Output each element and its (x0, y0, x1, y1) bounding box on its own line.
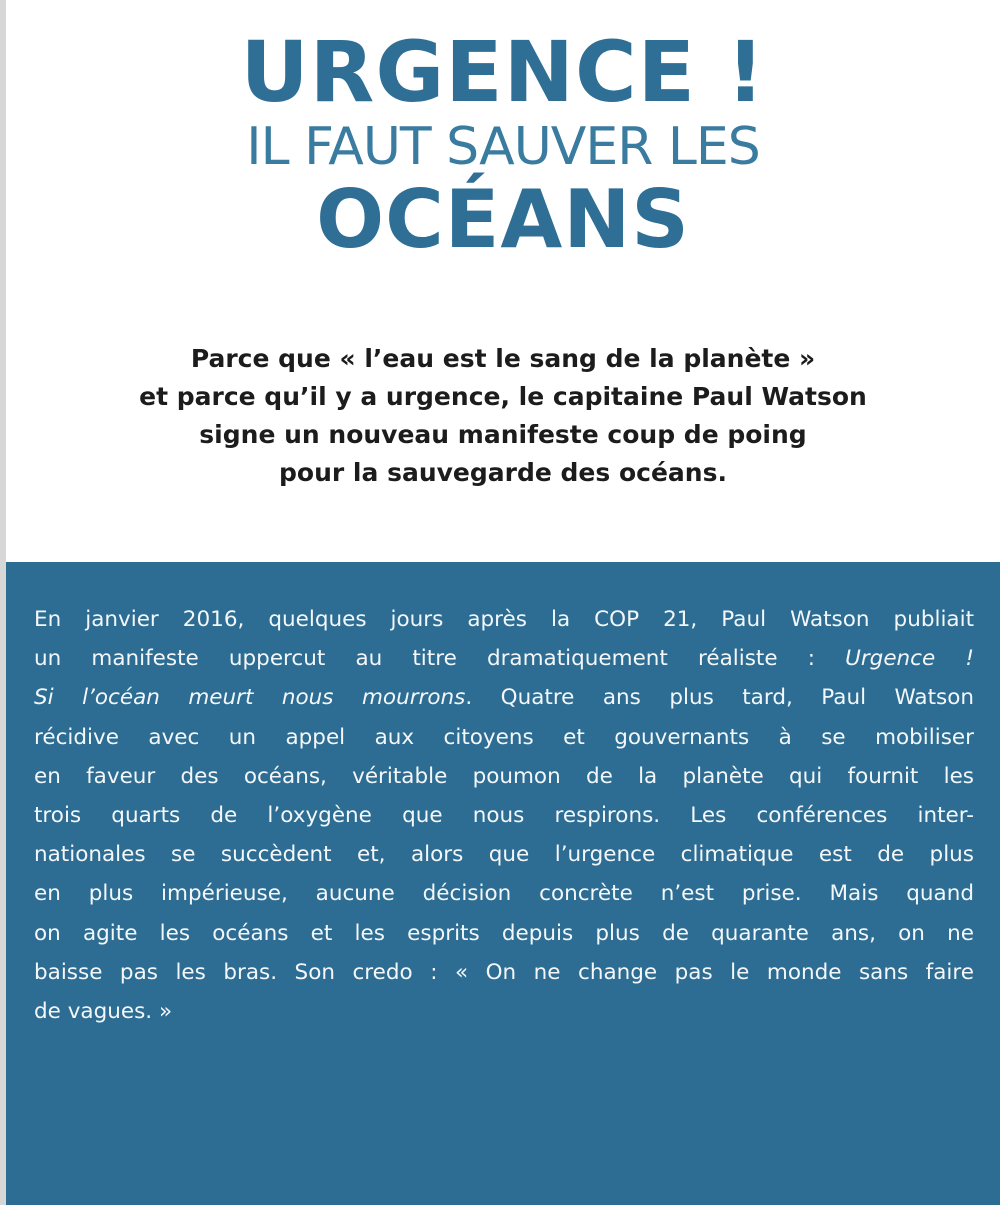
blue-text-band (6, 562, 1000, 1205)
body-text-run: . Quatre ans plus tard, Paul Watson (465, 685, 974, 711)
body-line (34, 639, 974, 678)
body-paragraph (34, 600, 974, 1031)
lead-paragraph (6, 340, 1000, 492)
lead-line: Parce que « l’eau est le sang de la planète » (190, 344, 816, 373)
cover-top-section (6, 0, 1000, 562)
body-line: en faveur des océans, véritable poumon de la planète qui fournit les (34, 763, 974, 789)
lead-line: pour la sauvegarde des océans. (279, 458, 727, 487)
lead-line: et parce qu’il y a urgence, le capitaine Paul Watson (139, 382, 867, 411)
lead-line: signe un nouveau manifeste coup de poing (199, 420, 807, 449)
body-line: de vagues. » (34, 999, 173, 1025)
body-line: récidive avec un appel aux citoyens et gouvernants à se mobiliser (34, 724, 974, 750)
body-line: trois quarts de l’oxygène que nous respirons. Les conférences inter- (34, 803, 974, 829)
body-line: nationales se succèdent et, alors que l’urgence climatique est de plus (34, 842, 974, 868)
body-line: on agite les océans et les esprits depuis plus de quarante ans, on ne (34, 920, 974, 946)
body-text-run: un manifeste uppercut au titre dramatiquement réaliste : (34, 646, 846, 672)
title-subtitle: IL FAUT SAUVER LES (246, 117, 760, 177)
title-urgence: URGENCE ! (240, 23, 766, 121)
body-line: En janvier 2016, quelques jours après la COP 21, Paul Watson publiait (34, 607, 974, 632)
title-oceans: OCÉANS (316, 173, 690, 266)
body-line: baisse pas les bras. Son credo : « On ne change pas le monde sans faire (34, 959, 974, 985)
book-title-italic: Si l’océan meurt nous mourrons (34, 685, 466, 711)
cover-title (6, 23, 1000, 266)
book-title-italic: Urgence ! (845, 646, 974, 672)
body-line (34, 678, 974, 717)
body-line: en plus impérieuse, aucune décision concrète n’est prise. Mais quand (34, 881, 974, 907)
